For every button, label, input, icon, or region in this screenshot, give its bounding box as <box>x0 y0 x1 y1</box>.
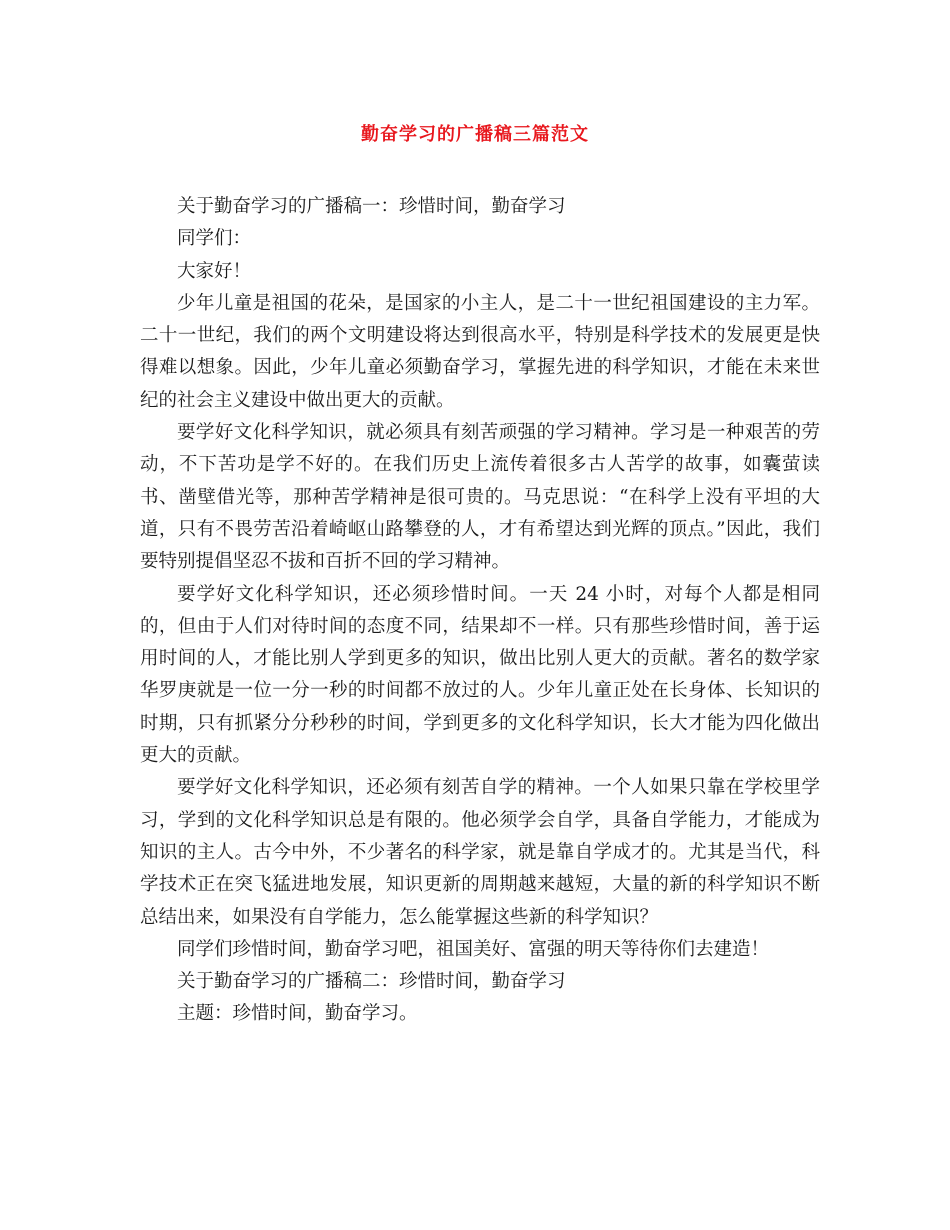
paragraph-5: 要学好文化科学知识，就必须具有刻苦顽强的学习精神。学习是一种艰苦的劳动，不下苦功是学不好的。在我们历史上流传着很多古人苦学的故事，如囊萤读书、凿壁借光等，那种苦学精神是很可贵的。马克思说：“在科学上没有平坦的大道，只有不畏劳苦沿着崎岖山路攀登的人，才有希望达到光辉的顶点。”因此，我们要特别提倡坚忍不拔和百折不回的学习精神。 <box>140 422 820 573</box>
paragraph-1: 关于勤奋学习的广播稿一：珍惜时间，勤奋学习 <box>177 196 566 217</box>
paragraph-10: 主题：珍惜时间，勤奋学习。 <box>177 1003 418 1025</box>
paragraph-8: 同学们珍惜时间，勤奋学习吧，祖国美好、富强的明天等待你们去建造！ <box>177 938 770 960</box>
paragraph-4: 少年儿童是祖国的花朵，是国家的小主人，是二十一世纪祖国建设的主力军。二十一世纪，我们的两个文明建设将达到很高水平，特别是科学技术的发展更是快得难以想象。因此，少年儿童必须勤奋学习，掌握先进的科学知识，才能在未来世纪的社会主义建设中做出更大的贡献。 <box>140 292 820 411</box>
paragraph-3: 大家好！ <box>177 260 252 282</box>
paragraph-9: 关于勤奋学习的广播稿二：珍惜时间，勤奋学习 <box>177 971 566 993</box>
document-title: 勤奋学习的广播稿三篇范文 <box>361 124 589 145</box>
paragraph-7: 要学好文化科学知识，还必须有刻苦自学的精神。一个人如果只靠在学校里学习，学到的文化科学知识总是有限的。他必须学会自学，具备自学能力，才能成为知识的主人。古今中外，不少著名的科学家，就是靠自学成才的。尤其是当代，科学技术正在突飞猛进地发展，知识更新的周期越来越短，大量的新的科学知识不断总结出来，如果没有自学能力，怎么能掌握这些新的科学知识？ <box>140 777 820 928</box>
paragraph-6: 要学好文化科学知识，还必须珍惜时间。一天 24 小时，对每个人都是相同的，但由于人们对待时间的态度不同，结果却不一样。只有那些珍惜时间，善于运用时间的人，才能比别人学到更多的知识，做出比别人更大的贡献。著名的数学家华罗庚就是一位一分一秒的时间都不放过的人。少年儿童正处在长身体、长知识的时期，只有抓紧分分秒秒的时间，学到更多的文化科学知识，长大才能为四化做出更大的贡献。 <box>140 583 820 767</box>
document-body <box>140 191 820 1031</box>
paragraph-2: 同学们： <box>177 228 252 250</box>
